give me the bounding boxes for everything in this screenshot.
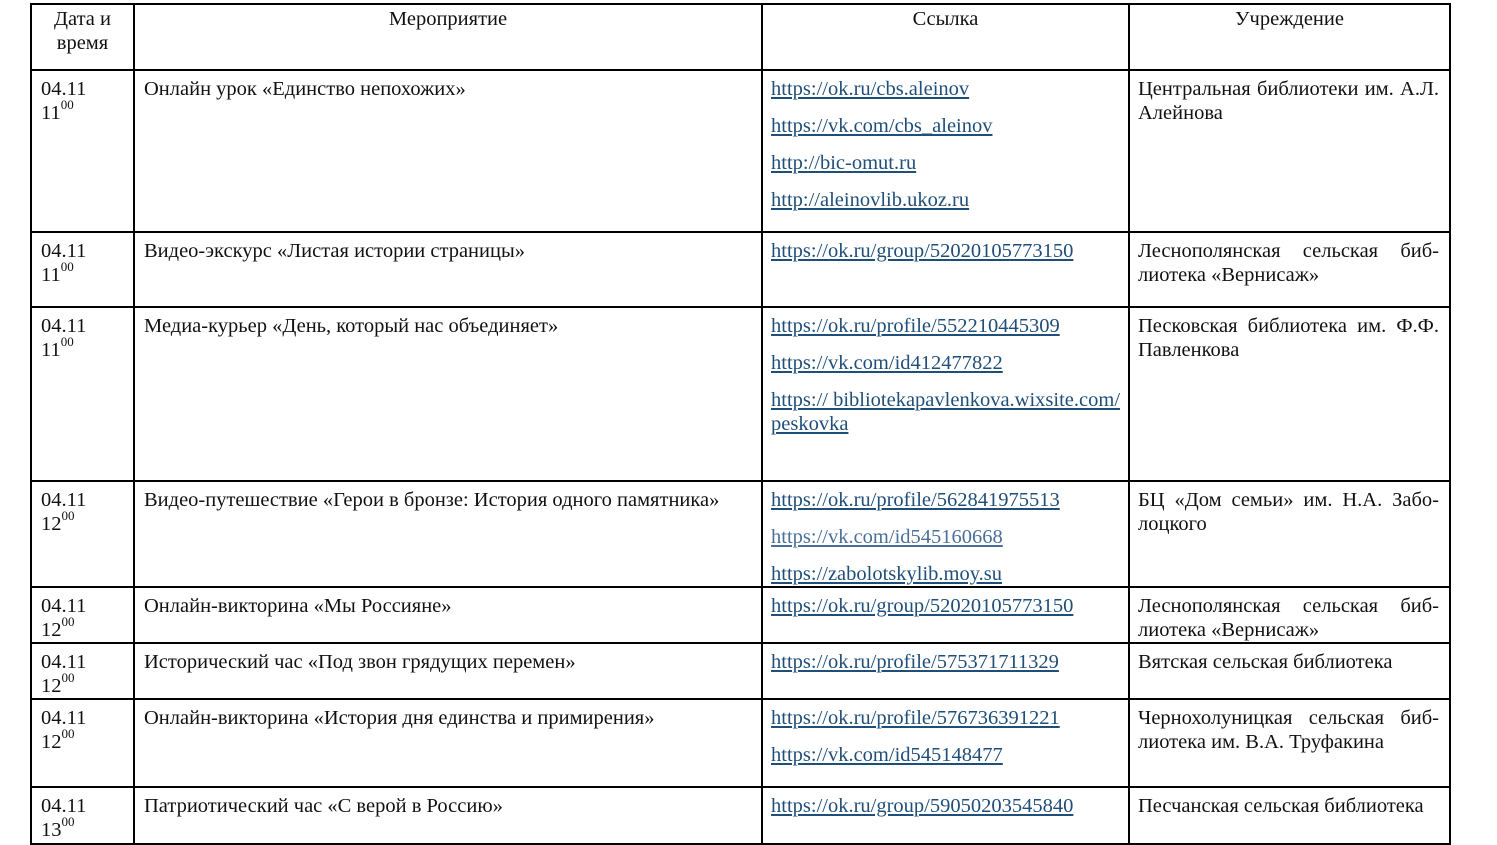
hour: 12 xyxy=(41,619,62,641)
date: 04.11 xyxy=(41,795,87,817)
links-cell xyxy=(762,307,1129,481)
events-table xyxy=(30,3,1451,845)
header-link: Ссылка xyxy=(762,4,1129,70)
hour: 11 xyxy=(41,102,61,124)
hour: 12 xyxy=(41,675,62,697)
link[interactable]: https://vk.com/cbs_aleinov xyxy=(771,115,993,137)
date-cell xyxy=(31,699,134,787)
org-cell: Центральная библиотеки им. А.Л. Алейнова xyxy=(1129,70,1450,232)
date: 04.11 xyxy=(41,651,87,673)
table-row xyxy=(31,307,1450,481)
table-row xyxy=(31,587,1450,643)
link[interactable]: https://ok.ru/profile/576736391221 xyxy=(771,707,1060,729)
date-cell xyxy=(31,587,134,643)
link[interactable]: https://ok.ru/profile/575371711329 xyxy=(771,651,1059,673)
event-cell: Онлайн-викторина «Мы Россияне» xyxy=(134,587,762,643)
minutes: 00 xyxy=(61,614,75,630)
date: 04.11 xyxy=(41,595,87,617)
link[interactable]: http://aleinovlib.ukoz.ru xyxy=(771,189,970,211)
header-org: Учреждение xyxy=(1129,4,1450,70)
table-row xyxy=(31,70,1450,232)
org-cell: Песчанская сельская библиотека xyxy=(1129,787,1450,844)
event-cell: Видео-экскурс «Листая истории страницы» xyxy=(134,232,762,307)
event-cell: Медиа-курьер «День, который нас объединяет» xyxy=(134,307,762,481)
link[interactable]: https://ok.ru/group/52020105773150 xyxy=(771,240,1074,262)
event-cell: Исторический час «Под звон грядущих перемен» xyxy=(134,643,762,699)
minutes: 00 xyxy=(61,726,75,742)
link[interactable]: https://ok.ru/profile/562841975513 xyxy=(771,489,1060,511)
date-cell xyxy=(31,643,134,699)
org-cell: Леснополянская сельская биб-лиотека «Вернисаж» xyxy=(1129,232,1450,307)
links-cell xyxy=(762,70,1129,232)
minutes: 00 xyxy=(61,508,75,524)
minutes: 00 xyxy=(61,670,75,686)
hour: 11 xyxy=(41,339,61,361)
table-row xyxy=(31,643,1450,699)
minutes: 00 xyxy=(60,97,74,113)
link[interactable]: https://zabolotskylib.moy.su xyxy=(771,563,1003,585)
date-cell xyxy=(31,481,134,587)
link[interactable]: https://ok.ru/group/52020105773150 xyxy=(771,595,1074,617)
table-row xyxy=(31,481,1450,587)
links-cell xyxy=(762,643,1129,699)
table-row xyxy=(31,699,1450,787)
links-cell xyxy=(762,481,1129,587)
header-date: Дата и время xyxy=(31,4,134,70)
date-cell xyxy=(31,307,134,481)
date: 04.11 xyxy=(41,489,87,511)
table-row xyxy=(31,232,1450,307)
org-cell: Леснополянская сельская биб-лиотека «Вернисаж» xyxy=(1129,587,1450,643)
link[interactable]: https://vk.com/id545160668 xyxy=(771,526,1003,548)
header-event: Мероприятие xyxy=(134,4,762,70)
link[interactable]: https://vk.com/id545148477 xyxy=(771,744,1003,766)
date-cell xyxy=(31,232,134,307)
link[interactable]: https://ok.ru/cbs.aleinov xyxy=(771,78,970,100)
org-cell: БЦ «Дом семьи» им. Н.А. Забо-лоцкого xyxy=(1129,481,1450,587)
minutes: 00 xyxy=(61,814,75,830)
minutes: 00 xyxy=(60,334,74,350)
link[interactable]: https:// bibliotekapavlenkova.wixsite.com/ peskovka xyxy=(771,389,1121,435)
hour: 11 xyxy=(41,264,61,286)
hour: 13 xyxy=(41,819,62,841)
links-cell xyxy=(762,587,1129,643)
date-cell xyxy=(31,70,134,232)
link[interactable]: http://bic-omut.ru xyxy=(771,152,917,174)
org-cell: Песковская библиотека им. Ф.Ф. Павленкова xyxy=(1129,307,1450,481)
date-cell xyxy=(31,787,134,844)
link[interactable]: https://vk.com/id412477822 xyxy=(771,352,1003,374)
hour: 12 xyxy=(41,731,62,753)
date: 04.11 xyxy=(41,707,87,729)
minutes: 00 xyxy=(60,259,74,275)
links-cell xyxy=(762,699,1129,787)
date: 04.11 xyxy=(41,315,87,337)
table-row xyxy=(31,787,1450,844)
event-cell: Видео-путешествие «Герои в бронзе: История одного памятника» xyxy=(134,481,762,587)
event-cell: Онлайн-викторина «История дня единства и примирения» xyxy=(134,699,762,787)
org-cell: Вятская сельская библиотека xyxy=(1129,643,1450,699)
event-cell: Патриотический час «С верой в Россию» xyxy=(134,787,762,844)
links-cell xyxy=(762,232,1129,307)
date: 04.11 xyxy=(41,240,87,262)
event-cell: Онлайн урок «Единство непохожих» xyxy=(134,70,762,232)
date: 04.11 xyxy=(41,78,87,100)
links-cell xyxy=(762,787,1129,844)
table-header-row xyxy=(31,4,1450,70)
link[interactable]: https://ok.ru/profile/552210445309 xyxy=(771,315,1060,337)
org-cell: Чернохолуницкая сельская биб-лиотека им. В.А. Труфакина xyxy=(1129,699,1450,787)
link[interactable]: https://ok.ru/group/59050203545840 xyxy=(771,795,1074,817)
hour: 12 xyxy=(41,513,62,535)
